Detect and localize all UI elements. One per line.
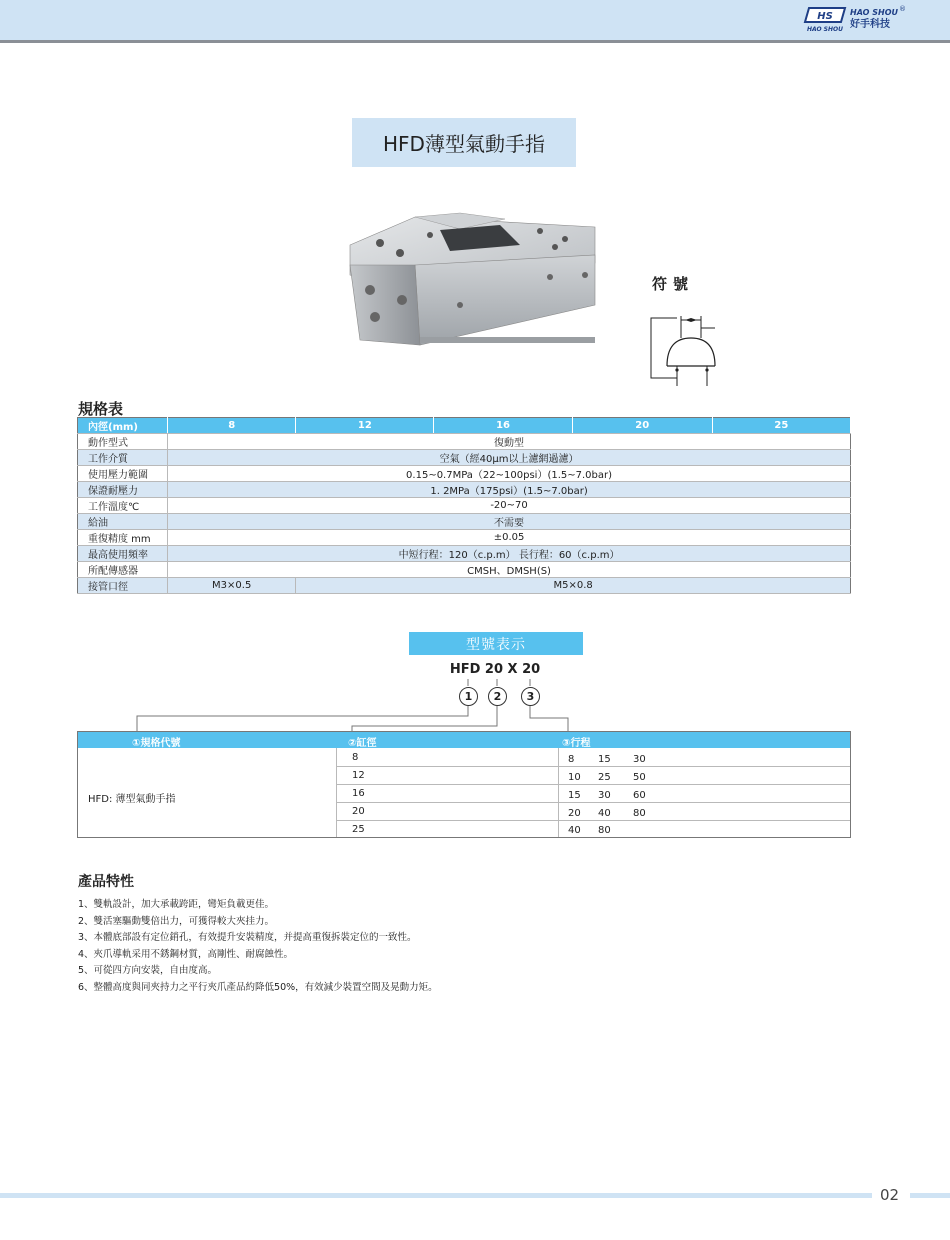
- svg-text:HAO SHOU: HAO SHOU: [807, 26, 844, 33]
- stroke-value: 40: [598, 808, 611, 819]
- spec-header-cell: 8: [168, 418, 296, 434]
- spec-row-value: 1. 2MPa（175psi）(1.5~7.0bar): [168, 482, 851, 498]
- model-designation-title: 型號表示: [409, 632, 583, 655]
- model-row-divider: [336, 784, 850, 785]
- model-code: HFD 20 X 20: [449, 662, 541, 677]
- features-title: 產品特性: [78, 874, 134, 890]
- spec-header-cell: 20: [572, 418, 712, 434]
- spec-table: [77, 417, 851, 594]
- spec-row: [78, 450, 851, 466]
- spec-row-value: ±0.05: [168, 530, 851, 546]
- model-header-bore: ②缸徑: [348, 738, 377, 749]
- feature-item: 3、本體底部設有定位銷孔，有效提升安裝精度，并提高重復拆裝定位的一致性。: [78, 932, 417, 943]
- bore-value: 16: [352, 788, 365, 799]
- spec-row: [78, 482, 851, 498]
- spec-row-value: 復動型: [168, 434, 851, 450]
- stroke-value: 60: [633, 790, 646, 801]
- footer-rule: [0, 1193, 872, 1198]
- stroke-value: 8: [568, 754, 575, 765]
- symbol-label: 符號: [652, 275, 695, 293]
- feature-item: 6、整體高度與同夾持力之平行夾爪產品約降低50%，有效減少裝置空間及晃動力矩。: [78, 981, 438, 993]
- spec-row: [78, 578, 851, 594]
- stroke-value: 20: [568, 808, 581, 819]
- model-row-divider: [336, 766, 850, 767]
- header-rule: [0, 40, 950, 43]
- stroke-value: 10: [568, 772, 581, 783]
- spec-header-row: [78, 418, 851, 434]
- model-spec-name: HFD: 薄型氣動手指: [88, 794, 176, 805]
- stroke-value: 30: [633, 754, 646, 765]
- feature-item: 1、雙軌設計，加大承載跨距，彎矩負載更佳。: [78, 899, 275, 910]
- bore-value: 25: [352, 824, 365, 835]
- spec-row: [78, 530, 851, 546]
- stroke-value: 15: [598, 754, 611, 765]
- logo-mark-icon: [803, 5, 847, 33]
- spec-row-value: 0.15~0.7MPa（22~100psi）(1.5~7.0bar): [168, 466, 851, 482]
- spec-row: [78, 562, 851, 578]
- feature-item: 4、夾爪導軌采用不銹鋼材質，高剛性、耐腐蝕性。: [78, 948, 294, 960]
- model-row-divider: [336, 802, 850, 803]
- brand-logo: [803, 5, 906, 33]
- feature-item: 5、可從四方向安裝，自由度高。: [78, 965, 218, 976]
- stroke-value: 30: [598, 790, 611, 801]
- spec-header-cell: 內徑(mm): [78, 418, 168, 434]
- spec-row-value: M3×0.5: [168, 578, 296, 594]
- logo-en-text: HAO SHOU: [850, 8, 898, 17]
- spec-row-label: 所配傳感器: [78, 562, 168, 578]
- stroke-value: 25: [598, 772, 611, 783]
- gripper-symbol-icon: [645, 308, 725, 388]
- spec-row-value: M5×0.8: [296, 578, 851, 594]
- model-table: [77, 731, 851, 838]
- model-table-header: [78, 732, 850, 748]
- bore-value: 8: [352, 752, 359, 763]
- bore-value: 12: [352, 770, 365, 781]
- spec-header-cell: 16: [434, 418, 572, 434]
- spec-row-label: 保證耐壓力: [78, 482, 168, 498]
- model-col-divider: [336, 748, 337, 837]
- spec-row-label: 給油: [78, 514, 168, 530]
- spec-row: [78, 466, 851, 482]
- spec-header-cell: 12: [296, 418, 434, 434]
- model-header-spec: ①規格代號: [132, 738, 181, 749]
- spec-row-value: 空氣（經40μm以上濾網過濾）: [168, 450, 851, 466]
- spec-row-value: 不需要: [168, 514, 851, 530]
- stroke-value: 40: [568, 825, 581, 836]
- spec-row-value: 中短行程：120（c.p.m） 長行程：60（c.p.m）: [168, 546, 851, 562]
- product-photo: [340, 205, 610, 365]
- spec-row: [78, 498, 851, 514]
- spec-row-value: CMSH、DMSH(S): [168, 562, 851, 578]
- bore-value: 20: [352, 806, 365, 817]
- page-title: HFD薄型氣動手指: [352, 118, 576, 167]
- spec-row: [78, 546, 851, 562]
- spec-row-label: 接管口徑: [78, 578, 168, 594]
- stroke-value: 80: [633, 808, 646, 819]
- stroke-value: 80: [598, 825, 611, 836]
- model-col-divider: [558, 748, 559, 837]
- callout-2: 2: [488, 687, 507, 706]
- registered-mark: ®: [899, 5, 906, 13]
- spec-row-label: 動作型式: [78, 434, 168, 450]
- spec-row-label: 重復精度 mm: [78, 530, 168, 546]
- spec-row: [78, 514, 851, 530]
- callout-1: 1: [459, 687, 478, 706]
- spec-row: [78, 434, 851, 450]
- spec-table-title: 規格表: [78, 400, 124, 418]
- spec-header-cell: 25: [712, 418, 850, 434]
- spec-row-label: 工作介質: [78, 450, 168, 466]
- feature-item: 2、雙活塞驅動雙倍出力，可獲得較大夾挂力。: [78, 915, 275, 927]
- logo-cn-text: 好手科技: [850, 19, 891, 30]
- svg-text:HS: HS: [817, 11, 833, 22]
- spec-row-label: 使用壓力範圍: [78, 466, 168, 482]
- spec-row-value: -20~70: [168, 498, 851, 514]
- model-row-divider: [336, 820, 850, 821]
- features-list: [78, 897, 438, 996]
- page-number: 02: [880, 1186, 900, 1204]
- callout-3: 3: [521, 687, 540, 706]
- stroke-value: 15: [568, 790, 581, 801]
- stroke-value: 50: [633, 772, 646, 783]
- footer-rule-right: [910, 1193, 950, 1198]
- spec-row-label: 工作溫度℃: [78, 498, 168, 514]
- spec-row-label: 最高使用頻率: [78, 546, 168, 562]
- model-header-stroke: ③行程: [562, 738, 591, 749]
